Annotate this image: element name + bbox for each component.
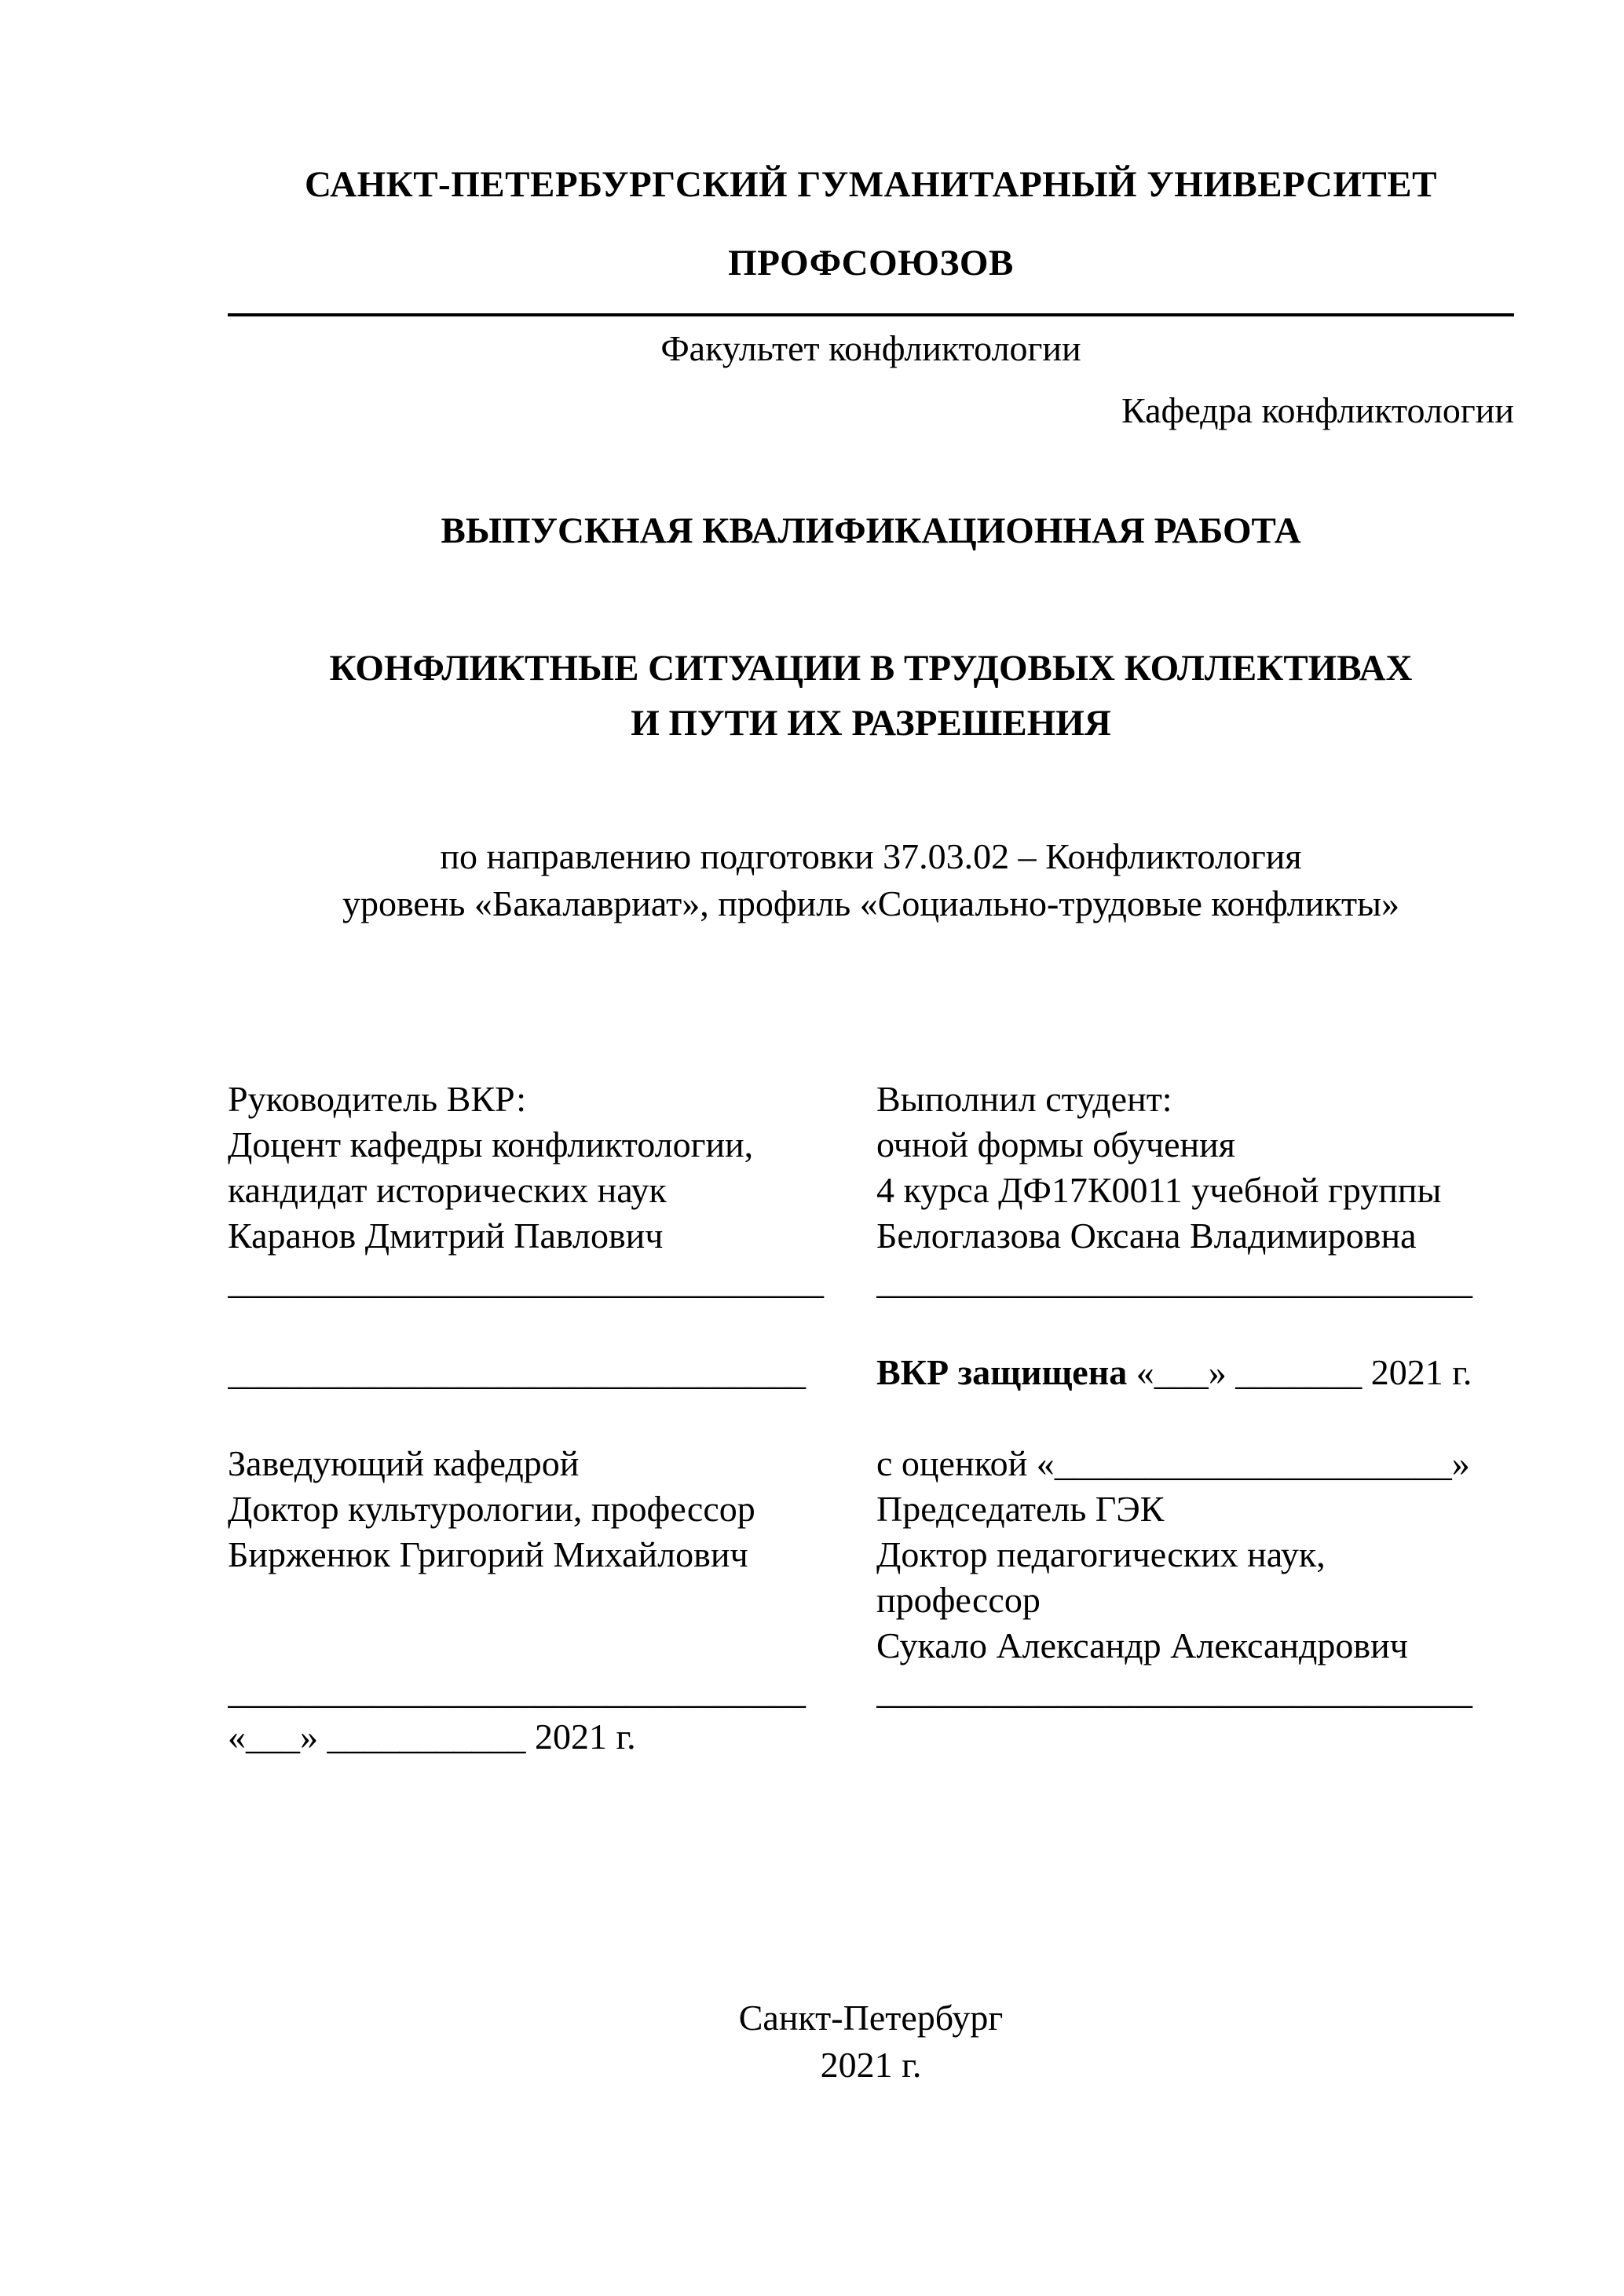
gek-chair-name: Сукало Александр Александрович	[876, 1625, 1408, 1665]
defense-date-line	[876, 1350, 1514, 1395]
student-signature-line: _________________________________	[876, 1261, 1472, 1301]
supervisor-degree: кандидат исторических наук	[228, 1170, 667, 1210]
thesis-title-line2: И ПУТИ ИХ РАЗРЕШЕНИЯ	[631, 703, 1111, 744]
defense-label: ВКР защищена	[876, 1352, 1128, 1392]
department-head-name: Бирженюк Григорий Михайлович	[228, 1534, 748, 1574]
thesis-title	[228, 641, 1514, 751]
gek-chair-signature-line: _________________________________	[876, 1671, 1472, 1711]
department-head-label: Заведующий кафедрой	[228, 1443, 580, 1483]
department-head-degree: Доктор культурологии, профессор	[228, 1489, 755, 1529]
supervisor-name: Каранов Дмитрий Павлович	[228, 1216, 664, 1256]
supervisor-signature-line: _________________________________	[228, 1261, 824, 1301]
department-head-signature-line: ________________________________	[228, 1671, 806, 1711]
department-name: Кафедра конфликтологии	[1121, 390, 1514, 430]
supervisor-position: Доцент кафедры конфликтологии,	[228, 1124, 754, 1164]
signature-columns	[228, 1077, 1514, 1760]
faculty-name: Факультет конфликтологии	[660, 328, 1081, 368]
spacer-line	[228, 1623, 825, 1669]
second-signature-line: ________________________________	[228, 1352, 806, 1392]
spacer-line	[228, 1578, 825, 1623]
approval-date-blank: «___» ___________ 2021 г.	[228, 1717, 636, 1757]
header-divider	[228, 313, 1514, 316]
study-program-profile: уровень «Бакалавриат», профиль «Социально-трудовые конфликты»	[342, 883, 1400, 923]
gek-chair-title: профессор	[876, 1580, 1041, 1620]
footer-city: Санкт-Петербург	[738, 1998, 1004, 2038]
spacer-line	[228, 1304, 825, 1350]
spacer-line	[876, 1304, 1514, 1350]
spacer-line	[228, 1395, 825, 1441]
footer-year: 2021 г.	[820, 2045, 922, 2085]
university-name-line2: ПРОФСОЮЗОВ	[728, 243, 1014, 283]
thesis-title-line1: КОНФЛИКТНЫЕ СИТУАЦИИ В ТРУДОВЫХ КОЛЛЕКТИВАХ	[329, 648, 1413, 689]
study-form: очной формы обучения	[876, 1124, 1235, 1164]
supervisor-block	[228, 1077, 825, 1760]
supervisor-role-label: Руководитель ВКР:	[228, 1079, 527, 1119]
university-name-line1: САНКТ-ПЕТЕРБУРГСКИЙ ГУМАНИТАРНЫЙ УНИВЕРСИТЕТ	[305, 164, 1437, 205]
gek-chair-label: Председатель ГЭК	[876, 1489, 1165, 1529]
student-name: Белоглазова Оксана Владимировна	[876, 1216, 1417, 1256]
grade-blank-line: с оценкой «______________________»	[876, 1443, 1470, 1483]
university-name	[228, 145, 1514, 302]
study-program	[228, 833, 1514, 927]
spacer-line	[876, 1395, 1514, 1441]
study-program-code: по направлению подготовки 37.03.02 – Конфликтология	[440, 836, 1302, 876]
work-type-heading: ВЫПУСКНАЯ КВАЛИФИКАЦИОННАЯ РАБОТА	[441, 510, 1301, 551]
footer	[228, 1994, 1514, 2089]
student-role-label: Выполнил студент:	[876, 1079, 1172, 1119]
defense-date-blank: «___» _______ 2021 г.	[1127, 1352, 1472, 1392]
gek-chair-degree: Доктор педагогических наук,	[876, 1534, 1326, 1574]
student-block	[876, 1077, 1514, 1760]
study-group: 4 курса ДФ17К0011 учебной группы	[876, 1170, 1442, 1210]
